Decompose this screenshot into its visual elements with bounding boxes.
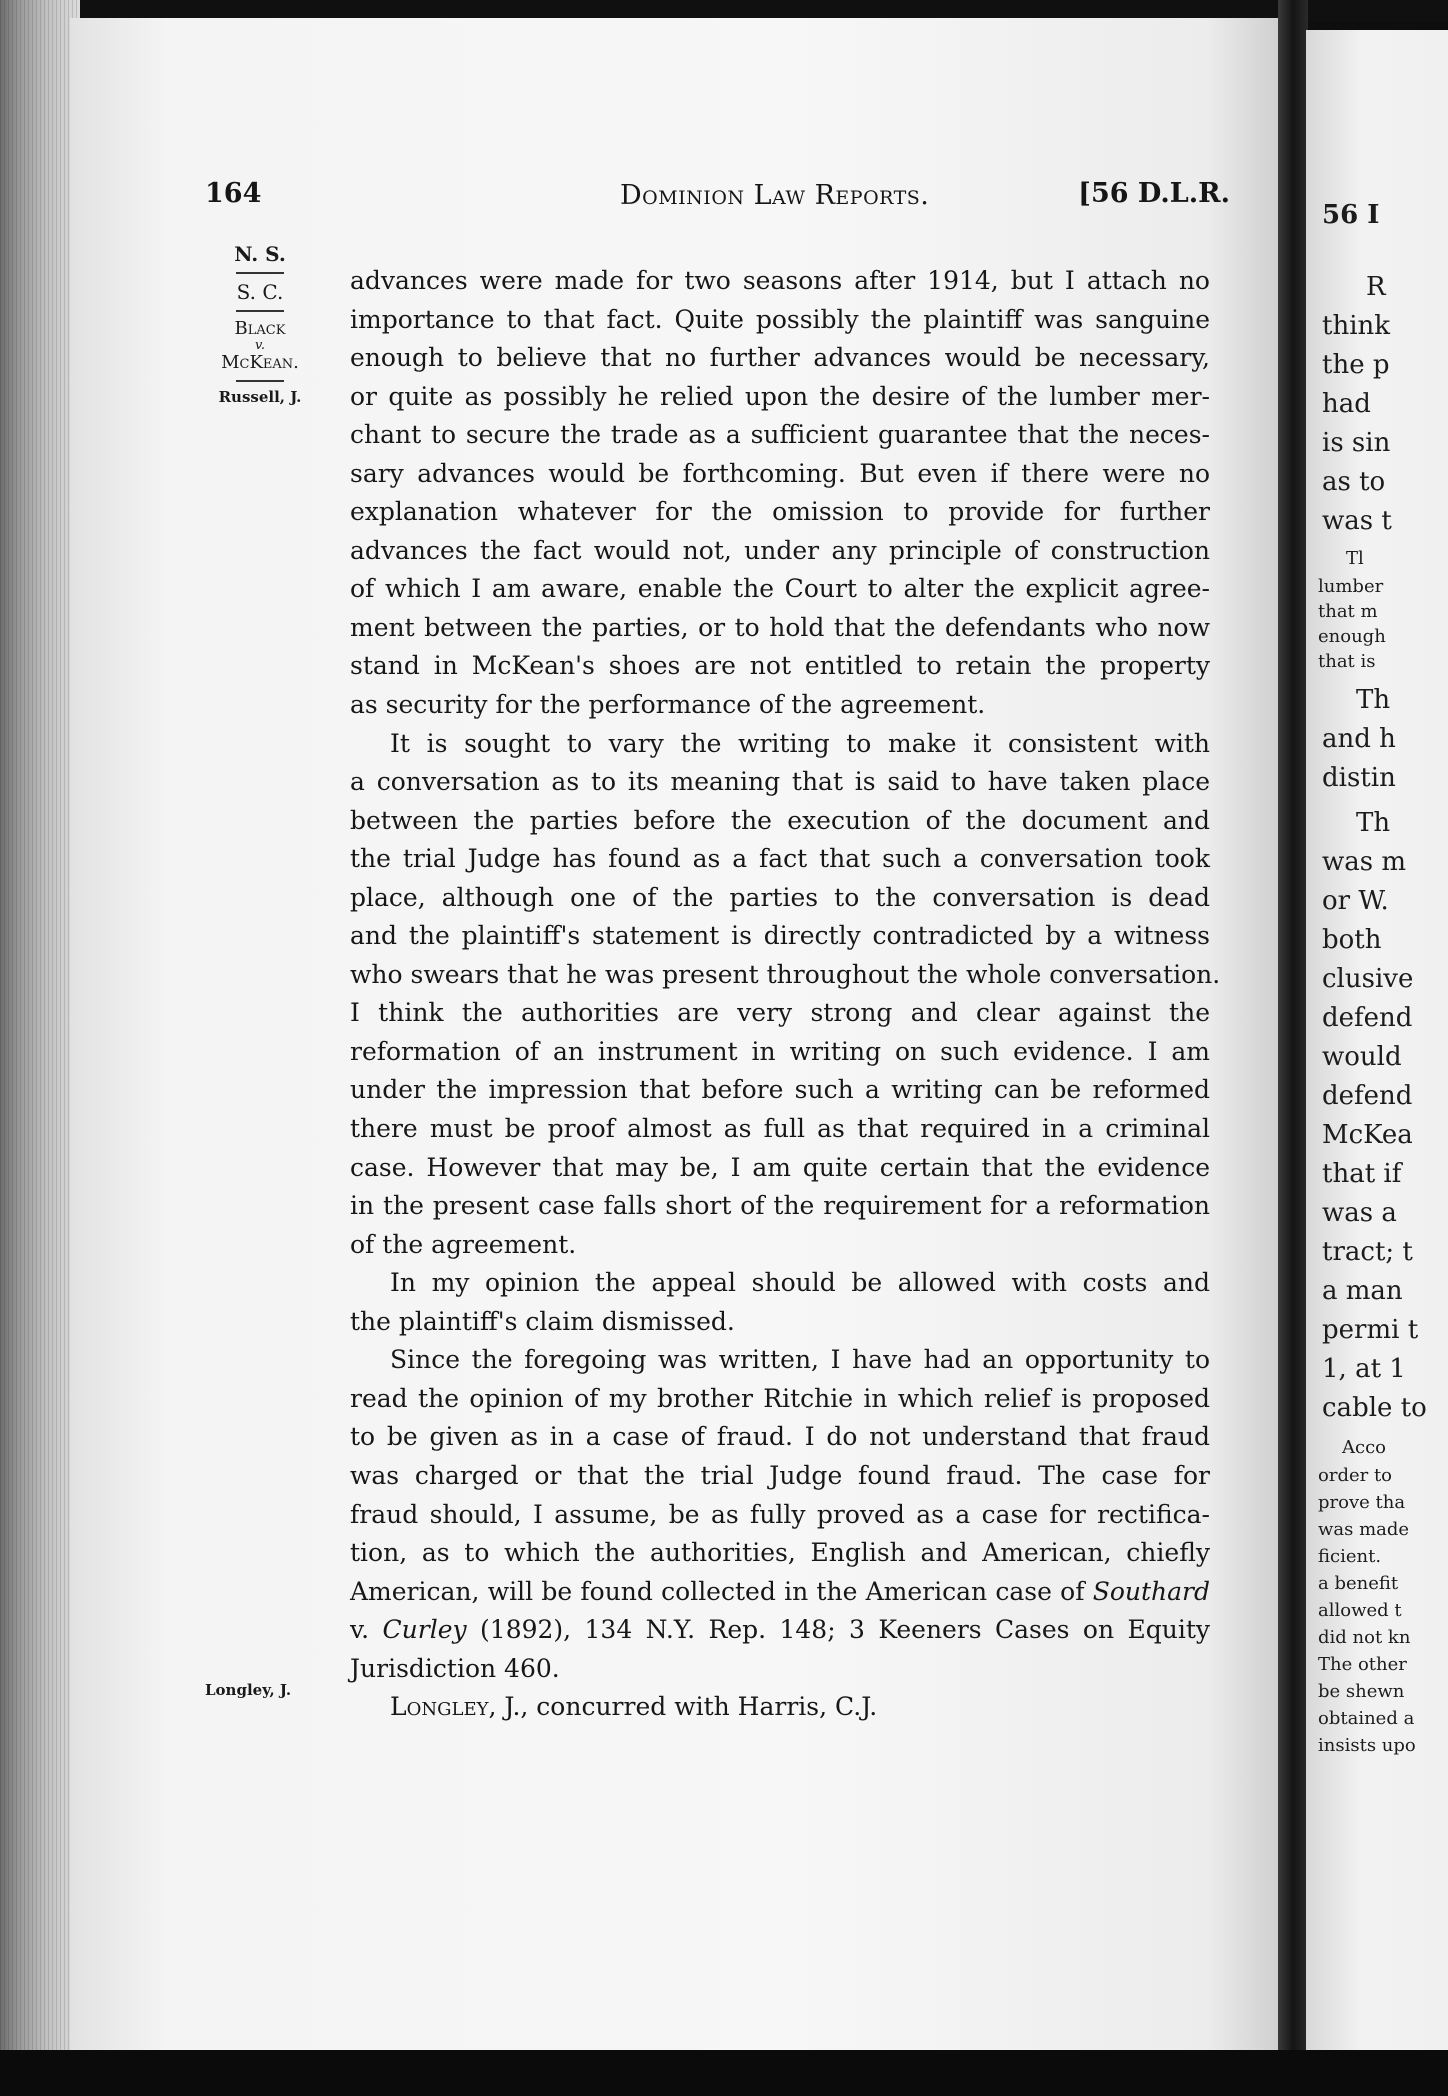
text-line: there must be proof almost as full as that required in a criminal	[350, 1114, 1210, 1144]
facing-text: ficient.	[1318, 1546, 1382, 1567]
facing-text: enough	[1318, 626, 1386, 647]
publication-title: Dominion Law Reports.	[620, 180, 930, 211]
facing-text: a man	[1322, 1276, 1403, 1306]
facing-text: insists upo	[1318, 1735, 1416, 1756]
text-line: between the parties before the execution of the document and	[350, 805, 1210, 835]
text-line: place, although one of the parties to the conversation is dead	[350, 882, 1210, 912]
text-line: as security for the performance of the agreement.	[350, 690, 986, 720]
versus-text: v.	[350, 1615, 370, 1645]
facing-text: was a	[1322, 1198, 1397, 1228]
text-line: of the agreement.	[350, 1229, 577, 1259]
text-line: advances the fact would not, under any principle of construction	[350, 535, 1210, 565]
facing-text: cable to	[1322, 1393, 1427, 1423]
paragraph-5	[350, 1688, 1210, 1727]
text-line: in the present case falls short of the requirement for a reformation	[350, 1191, 1210, 1221]
facing-text: a benefit	[1318, 1573, 1399, 1594]
text-line: was charged or that the trial Judge found fraud. The case for	[350, 1460, 1210, 1490]
paragraph-4	[350, 1341, 1210, 1688]
facing-text: R	[1366, 272, 1386, 302]
text-line: reformation of an instrument in writing on such evidence. I am	[350, 1036, 1210, 1066]
case-name: Southard	[1092, 1576, 1210, 1606]
paragraph-1	[350, 262, 1210, 725]
margin-rule	[236, 272, 284, 274]
facing-text: or W.	[1322, 886, 1389, 916]
citation-text: (1892), 134 N.Y. Rep. 148; 3 Keeners Cases on Equity	[466, 1615, 1211, 1645]
facing-text: the p	[1322, 350, 1390, 380]
text-line: a conversation as to its meaning that is said to have taken place	[350, 767, 1210, 797]
case-name: Curley	[382, 1615, 467, 1645]
text-line: under the impression that before such a writing can be reformed	[350, 1075, 1210, 1105]
text-line: Jurisdiction 460.	[350, 1653, 560, 1683]
running-header	[205, 178, 1230, 218]
text-line: advances were made for two seasons after 1914, but I attach no	[350, 266, 1210, 295]
facing-text: that is	[1318, 651, 1376, 672]
facing-text: permi t	[1322, 1315, 1419, 1345]
party-defendant: McKean.	[221, 352, 299, 373]
facing-text: was m	[1322, 847, 1407, 877]
facing-text: 1, at 1	[1322, 1354, 1406, 1384]
margin-rule	[236, 380, 284, 382]
facing-text: defend	[1322, 1003, 1413, 1033]
facing-text: and h	[1322, 724, 1396, 754]
book-gutter	[1278, 0, 1308, 2096]
party-plaintiff: Black	[234, 318, 286, 339]
text-line: who swears that he was present throughout the whole conversation.	[350, 959, 1221, 989]
text-line: sary advances would be forthcoming. But even if there were no	[350, 458, 1210, 488]
facing-text: was t	[1322, 506, 1392, 536]
facing-text: order to	[1318, 1465, 1393, 1486]
facing-text: had	[1322, 389, 1371, 419]
text-span: American, will be found collected in the American case of	[350, 1576, 1093, 1606]
text-span: concurred with Harris, C.J.	[528, 1692, 878, 1722]
facing-text: Tl	[1346, 548, 1364, 569]
judge-label-longley: Longley, J.	[205, 1681, 292, 1699]
facing-text: clusive	[1322, 964, 1414, 994]
paragraph-2	[350, 725, 1221, 1265]
text-line: or quite as possibly he relied upon the desire of the lumber mer-	[350, 381, 1210, 411]
facing-text: lumber	[1318, 576, 1384, 597]
text-line: I think the authorities are very strong and clear against the	[350, 998, 1210, 1028]
facing-text: both	[1322, 925, 1382, 955]
text-line	[350, 1573, 1210, 1612]
text-line: and the plaintiff's statement is directly contradicted by a witness	[350, 921, 1210, 951]
scan-bottom-edge	[0, 2050, 1448, 2096]
facing-text: that m	[1318, 601, 1378, 622]
facing-text: McKea	[1322, 1120, 1413, 1150]
facing-text: as to	[1322, 467, 1386, 497]
text-line: importance to that fact. Quite possibly the plaintiff was sanguine	[350, 304, 1210, 334]
text-line: ment between the parties, or to hold that the defendants who now	[350, 612, 1210, 642]
facing-text: did not kn	[1318, 1627, 1411, 1648]
facing-text: allowed t	[1318, 1600, 1402, 1621]
facing-text: prove tha	[1318, 1492, 1406, 1513]
facing-text: would	[1322, 1042, 1402, 1072]
text-line: chant to secure the trade as a sufficient guarantee that the neces-	[350, 420, 1210, 450]
judgment-text	[350, 262, 1221, 1727]
facing-text: The other	[1318, 1654, 1407, 1675]
text-line	[350, 1611, 1210, 1650]
volume-reference: [56 D.L.R.	[1078, 178, 1230, 209]
facing-text: distin	[1322, 763, 1396, 793]
margin-note	[205, 242, 315, 406]
judge-label: Russell, J.	[218, 388, 302, 406]
margin-rule	[236, 310, 284, 312]
text-line: stand in McKean's shoes are not entitled to retain the property	[350, 651, 1210, 681]
judge-name: Longley, J.,	[390, 1692, 529, 1722]
facing-header: 56 I	[1322, 200, 1380, 230]
text-line: to be given as in a case of fraud. I do not understand that fraud	[350, 1422, 1210, 1452]
court-label: S. C.	[236, 280, 284, 304]
text-line: explanation whatever for the omission to provide for further	[350, 497, 1210, 527]
facing-text: tract; t	[1322, 1237, 1413, 1267]
facing-text: Th	[1356, 685, 1391, 715]
text-line	[350, 1688, 1210, 1727]
facing-text: think	[1322, 311, 1391, 341]
facing-text: defend	[1322, 1081, 1413, 1111]
text-line: In my opinion the appeal should be allowed with costs and	[390, 1268, 1210, 1298]
text-line: the trial Judge has found as a fact that such a conversation took	[350, 844, 1210, 874]
facing-text: Acco	[1342, 1437, 1386, 1458]
facing-page-edge	[1306, 30, 1448, 2050]
text-line: read the opinion of my brother Ritchie in which relief is proposed	[350, 1383, 1210, 1413]
page-stack-lines	[0, 0, 80, 2096]
facing-text: is sin	[1322, 428, 1391, 458]
facing-text: that if	[1322, 1159, 1402, 1189]
province-label: N. S.	[234, 242, 286, 266]
facing-text: Th	[1356, 808, 1391, 838]
facing-text: be shewn	[1318, 1681, 1405, 1702]
facing-text: obtained a	[1318, 1708, 1415, 1729]
facing-text: was made	[1318, 1519, 1410, 1540]
text-line: of which I am aware, enable the Court to alter the explicit agree-	[350, 574, 1210, 604]
text-line: Since the foregoing was written, I have had an opportunity to	[390, 1345, 1210, 1375]
text-line: enough to believe that no further advances would be necessary,	[350, 343, 1210, 373]
text-line: the plaintiff's claim dismissed.	[350, 1306, 735, 1336]
versus-label: v.	[255, 338, 265, 353]
text-line: It is sought to vary the writing to make it consistent with	[390, 728, 1210, 758]
paragraph-3	[350, 1264, 1210, 1341]
text-line: case. However that may be, I am quite certain that the evidence	[350, 1152, 1210, 1182]
page-number: 164	[205, 178, 262, 209]
text-line: tion, as to which the authorities, English and American, chiefly	[350, 1538, 1210, 1568]
text-line: fraud should, I assume, be as fully proved as a case for rectifica-	[350, 1499, 1210, 1529]
